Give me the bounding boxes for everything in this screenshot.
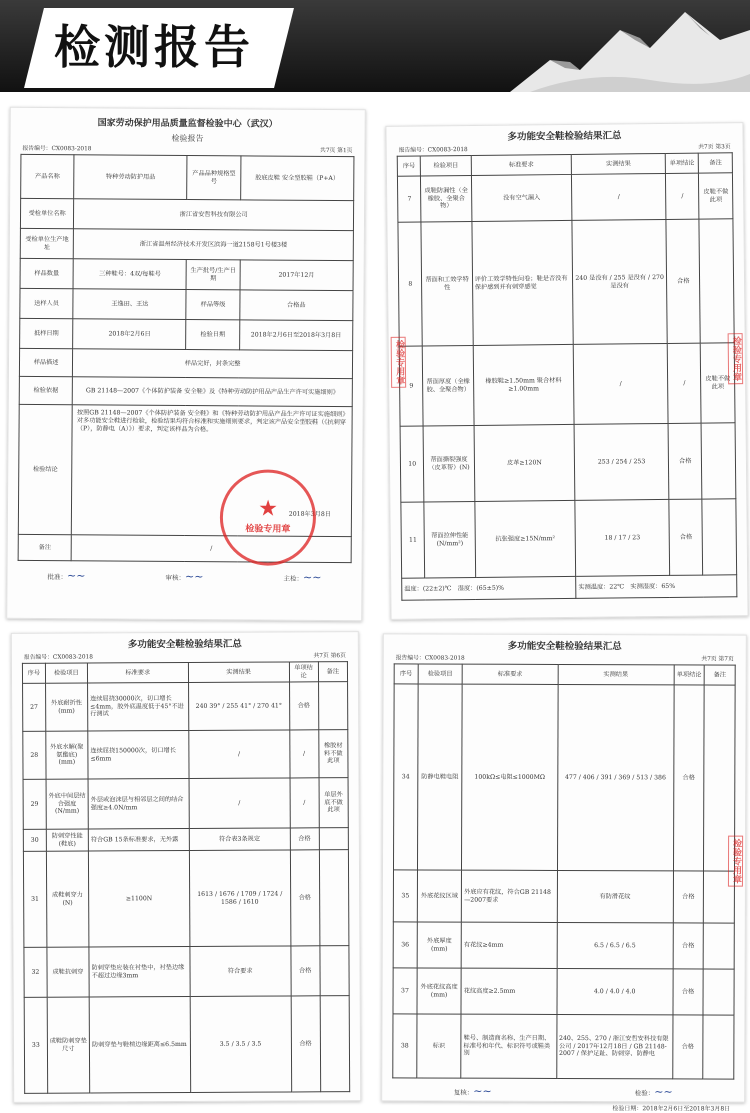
result-table — [22, 661, 350, 1094]
cell-value: 合格品 — [240, 290, 353, 321]
row-result: 6.5 / 6.5 / 6.5 — [557, 923, 673, 969]
row-number: 36 — [393, 922, 417, 968]
report-number: 报告编号：CX0083-2018 — [23, 654, 93, 661]
row-note — [702, 423, 736, 499]
row-item: 外底耐折性(mm) — [45, 683, 88, 731]
summary-title: 多功能安全鞋检验结果汇总 — [507, 130, 622, 143]
report-page-1 — [6, 107, 366, 621]
page-number: 共7页 第6页 — [313, 653, 346, 660]
cell-label: 产品品种规格型号 — [187, 156, 241, 200]
signature-image: ~~ — [67, 569, 86, 583]
report-page-3 — [11, 631, 361, 1103]
measured-temp: 实测温度：22℃ — [578, 583, 625, 591]
header-cell: 单项结论 — [665, 153, 699, 173]
page-number: 共7页 第1页 — [320, 148, 353, 155]
report-number: 报告编号：CX0083-2018 — [395, 655, 465, 662]
page-number: 共7页 第7页 — [701, 656, 734, 663]
row-conclusion: 合格 — [668, 423, 702, 499]
row-number: 30 — [23, 829, 46, 851]
row-item: 外底中间层结合强度(N/mm) — [46, 779, 89, 829]
row-requirement: 没有空气漏入 — [471, 175, 572, 222]
cell-value: 2017年12月 — [240, 260, 353, 291]
cell-value: GB 21148—2007《个体防护装备 安全鞋》及《特种劳动防护用品产品生产许可实施细则》 — [72, 377, 352, 407]
row-note — [320, 996, 350, 1092]
cell-label: 生产批号/生产日期 — [187, 260, 240, 290]
cell-label: 受检单位名称 — [20, 199, 73, 229]
row-requirement: 防刺穿垫与鞋楦边缘距离≤6.5mm — [89, 997, 190, 1094]
org-title: 国家劳动保护用品质量监督检验中心（武汉） — [97, 118, 278, 130]
row-conclusion: 合格 — [290, 946, 320, 996]
row-conclusion: 合格 — [290, 850, 320, 946]
header-cell: 备注 — [704, 665, 735, 685]
cell-value: / — [71, 535, 351, 563]
cell-value: 浙江省温州经济技术开发区滨海一道2158号1号楼3楼 — [73, 229, 353, 261]
result-table — [397, 152, 738, 600]
cell-label: 样品描述 — [19, 349, 72, 377]
cell-value: 王逸田、王达 — [73, 289, 186, 320]
table-row — [23, 778, 348, 830]
approve-label: 批准： — [47, 573, 68, 582]
official-stamp — [220, 469, 317, 566]
table-row — [23, 682, 348, 732]
row-item: 外底花纹区域 — [417, 870, 462, 922]
row-requirement: 外层或泡沫层与相邻层之间的结合强度≥4.0N/mm — [88, 779, 189, 830]
issue-date: 2018年3月8日 — [288, 510, 331, 518]
row-result: 符合要求 — [190, 946, 291, 997]
row-result: 有防滑花纹 — [557, 871, 673, 923]
table-row — [24, 946, 349, 998]
signature-row — [382, 1084, 744, 1099]
footer-date: 检验日期：2018年2月6日至2018年3月8日 — [612, 1105, 731, 1113]
row-result: 3.5 / 3.5 / 3.5 — [190, 996, 291, 1093]
row-number: 37 — [393, 968, 417, 1014]
row-note: 皮鞋不做此项 — [699, 173, 733, 219]
review-label: 复核： — [453, 1088, 474, 1097]
condition-temp: 温度：(22±2)℃ — [404, 584, 452, 593]
header-cell: 检验项目 — [45, 663, 87, 683]
row-item: 成鞋防刺穿垫尺寸 — [47, 997, 90, 1093]
signature-image: ~~ — [184, 570, 204, 584]
row-number: 38 — [393, 1014, 417, 1078]
cell-value: 2018年2月6日至2018年3月8日 — [239, 320, 352, 351]
row-conclusion: 合格 — [289, 682, 319, 730]
signature-image: ~~ — [473, 1084, 492, 1098]
row-note — [320, 946, 350, 996]
report-page-4 — [381, 633, 747, 1113]
table-row — [393, 1014, 734, 1079]
row-requirement: 鞋号、制造商名称、生产日期、标准号和年代、标识符号或鞋类别 — [461, 1014, 557, 1078]
cell-value: 三种鞋号：4双/每鞋号 — [73, 259, 186, 290]
row-number: 29 — [23, 779, 46, 829]
header-cell: 实测结果 — [571, 154, 665, 175]
header-cell: 标准要求 — [462, 664, 558, 684]
cell-value: 样品完好，封条完整 — [73, 349, 353, 379]
row-conclusion: 合格 — [290, 828, 319, 850]
row-item: 外底花纹高度(mm) — [417, 968, 461, 1014]
row-result: 253 / 254 / 253 — [574, 424, 669, 501]
row-result: 符合表3条规定 — [189, 828, 290, 851]
row-item: 外底水解(聚氨酯底)(mm) — [46, 731, 89, 779]
report-number: 报告编号：CX0083-2018 — [22, 146, 92, 153]
row-result: 240 39° / 255 41° / 270 41° — [188, 682, 289, 731]
table-row — [393, 870, 734, 923]
review-label: 审核： — [165, 574, 186, 583]
row-requirement: 100kΩ≤电阻≤1000MΩ — [462, 684, 558, 870]
row-result: 4.0 / 4.0 / 4.0 — [557, 969, 673, 1015]
banner-title: 检测报告 — [54, 20, 254, 74]
row-requirement: 抗张强度≥15N/mm² — [475, 501, 576, 578]
row-result: 240 是没有 / 255 是没有 / 270 是没有 — [572, 220, 667, 345]
header-cell: 实测结果 — [188, 662, 289, 683]
header-cell: 备注 — [699, 153, 733, 173]
report-number: 报告编号：CX0083-2018 — [398, 146, 468, 154]
row-conclusion: 合格 — [673, 969, 704, 1015]
signature-image: ~~ — [654, 1085, 673, 1099]
table-row — [402, 575, 737, 601]
row-result: / — [573, 344, 668, 425]
row-requirement: 连续屈挠150000次，切口增长≤6mm — [88, 731, 189, 780]
header-cell: 单项结论 — [289, 662, 318, 682]
side-stamp: 检验专用章 — [391, 337, 407, 388]
row-number: 8 — [398, 222, 423, 346]
check-label: 检验： — [634, 1089, 655, 1098]
row-item: 标识 — [417, 1014, 462, 1078]
header-banner — [0, 0, 750, 92]
star-icon: ★ — [258, 496, 278, 523]
signature-image: ~~ — [302, 571, 322, 585]
table-row — [393, 922, 734, 969]
table-row — [24, 996, 349, 1094]
cell-value: 2018年2月6日 — [73, 319, 186, 350]
header-cell: 实测结果 — [558, 665, 674, 685]
cell-label: 样品等级 — [186, 290, 239, 320]
table-row — [397, 173, 732, 223]
row-note — [703, 1015, 734, 1079]
header-cell: 序号 — [397, 156, 421, 176]
table-row — [399, 343, 735, 427]
cell-label: 送样人员 — [20, 289, 73, 319]
row-note — [699, 219, 734, 343]
header-cell: 检验项目 — [421, 156, 471, 177]
row-result: / — [189, 730, 290, 779]
row-number: 11 — [401, 502, 425, 578]
row-conclusion: 合格 — [673, 685, 704, 871]
row-item: 防刺穿性能(鞋底) — [46, 829, 88, 851]
cell-value: 浙江省安哲科技有限公司 — [74, 199, 354, 231]
measured-cell — [576, 575, 737, 599]
row-note — [703, 923, 734, 969]
table-row — [23, 850, 348, 948]
row-note — [703, 969, 734, 1015]
result-table — [392, 664, 735, 1080]
row-requirement: 花纹高度≥2.5mm — [461, 968, 557, 1014]
condition-humidity: 湿度：(65±5)% — [457, 584, 505, 592]
table-row — [23, 730, 348, 780]
cell-label: 受检单位生产地址 — [20, 229, 73, 259]
row-conclusion: 合格 — [291, 996, 321, 1092]
row-number: 34 — [393, 684, 418, 870]
table-row — [398, 219, 734, 347]
row-note — [318, 682, 348, 730]
summary-title: 多功能安全鞋检验结果汇总 — [507, 640, 622, 653]
row-conclusion: 合格 — [666, 219, 701, 343]
side-stamp: 检验专用章 — [728, 836, 743, 887]
row-number: 27 — [23, 683, 46, 731]
row-note — [702, 499, 736, 575]
row-item: 防静电鞋电阻 — [417, 684, 462, 870]
row-conclusion: / — [665, 173, 699, 219]
row-requirement: 有花纹≥4mm — [461, 922, 557, 968]
row-number: 31 — [23, 851, 46, 947]
header-cell: 单项结论 — [674, 665, 705, 685]
row-item: 成鞋抗刺穿 — [47, 947, 90, 997]
row-result: 477 / 406 / 391 / 369 / 513 / 386 — [557, 685, 674, 871]
row-requirement: 评价工效学特性问卷；鞋是否没有保护感到并有刺穿感觉 — [472, 221, 574, 346]
mountain-icon — [510, 0, 750, 92]
report-page-2 — [385, 122, 748, 620]
row-result: / — [572, 174, 666, 221]
table-row — [401, 499, 737, 579]
row-requirement: ≥1100N — [88, 851, 189, 948]
cell-value: 胶底皮鞋 安全型胶鞋（P+A） — [240, 156, 354, 201]
row-item: 成鞋刺穿力(N) — [46, 851, 89, 947]
table-row — [400, 423, 736, 503]
header-cell: 序号 — [394, 664, 418, 684]
row-conclusion: / — [290, 778, 320, 828]
header-cell: 标准要求 — [87, 663, 188, 684]
main-label: 主检： — [283, 575, 304, 584]
row-number: 9 — [399, 346, 423, 426]
conditions-cell — [402, 577, 576, 601]
header-cell: 检验项目 — [418, 664, 462, 684]
row-number: 33 — [24, 997, 47, 1093]
header-cell: 序号 — [22, 663, 45, 683]
cell-label: 检验日期 — [186, 320, 239, 350]
row-result: 1613 / 1676 / 1709 / 1724 / 1586 / 1610 — [189, 850, 290, 947]
table-row — [393, 684, 735, 871]
cell-label: 检验依据 — [19, 377, 72, 405]
table-row — [393, 968, 734, 1015]
row-requirement: 符合GB 15条标准要求，无外露 — [88, 829, 189, 852]
row-result: 18 / 17 / 23 — [575, 500, 670, 577]
table-row — [23, 828, 348, 852]
cell-label: 产品名称 — [21, 155, 75, 199]
row-conclusion: / — [667, 343, 701, 423]
row-item: 外底厚度(mm) — [417, 922, 461, 968]
signature-row — [7, 569, 361, 585]
row-note — [319, 828, 348, 850]
stamp-text: 检验专用章 — [245, 524, 291, 536]
row-requirement: 连续屈挠30000次，切口增长≤4mm，胶外底温度低于45°不进行测试 — [88, 683, 189, 732]
row-note: 单层外底不做此项 — [319, 778, 349, 828]
row-requirement: 外底应有花纹，符合GB 21148—2007要求 — [461, 870, 557, 922]
summary-title: 多功能安全鞋检验结果汇总 — [127, 638, 242, 651]
row-conclusion: / — [289, 730, 319, 778]
row-requirement: 橡胶鞋≥1.50mm 聚合材料≥1.00mm — [473, 345, 574, 426]
row-item: 帮面和工效学特性 — [421, 222, 473, 347]
row-number: 10 — [400, 426, 424, 502]
row-item: 成鞋防漏性（全橡胶、全聚合物） — [421, 176, 472, 223]
cell-label: 检验结论 — [18, 405, 72, 535]
row-item: 帮面厚度（全橡胶、全聚合物） — [423, 346, 474, 427]
doc-title: 检验报告 — [171, 134, 204, 144]
cell-label: 样品数量 — [20, 259, 73, 289]
cell-label: 抵样日期 — [20, 319, 73, 349]
cell-value: 特种劳动防护用品 — [74, 155, 188, 200]
side-stamp: 检验专用章 — [727, 333, 743, 384]
row-note — [319, 850, 349, 946]
row-number: 32 — [24, 947, 47, 997]
measured-humidity: 实测湿度：65% — [630, 582, 676, 591]
page-number: 共7页 第3页 — [698, 144, 731, 151]
row-note: 皮鞋不做此项 — [701, 343, 735, 423]
row-conclusion: 合格 — [673, 871, 704, 923]
header-cell: 备注 — [318, 662, 347, 682]
header-cell: 标准要求 — [471, 155, 572, 176]
row-item: 帮面撕裂强度（皮革帮）(N) — [424, 426, 475, 503]
row-conclusion: 合格 — [672, 1015, 703, 1079]
row-number: 35 — [393, 870, 417, 922]
row-number: 28 — [23, 731, 46, 779]
row-note: 橡胶材料不做此项 — [319, 730, 349, 778]
cell-label: 备注 — [18, 535, 71, 561]
row-requirement: 皮革≥120N — [474, 425, 575, 502]
row-conclusion: 合格 — [669, 499, 703, 575]
row-result: / — [189, 778, 290, 829]
row-item: 帮面拉伸性能(N/mm²) — [424, 502, 475, 579]
row-number: 7 — [397, 176, 421, 222]
conclusion-text: 按照GB 21148—2007《个体防护装备 安全鞋》和《特种劳动防护用品产品生产许可证实施细则》对多功能安全鞋进行检验，检验结果均符合标准和实施细则要求，判定该产品安全型胶鞋（《抗刺穿（P），防静电（A）》）要求，判定该样品为合格。 — [76, 409, 347, 434]
row-result: 240、255、270 / 浙江安哲安科技有限公司 / 2017年12月18日 / GB 21148-2007 / 保护足趾、防刺穿、防静电 — [556, 1015, 672, 1079]
row-requirement: 防刺穿垫应装在衬垫中，衬垫边缘不超过边缘3mm — [89, 947, 190, 998]
row-conclusion: 合格 — [673, 923, 704, 969]
